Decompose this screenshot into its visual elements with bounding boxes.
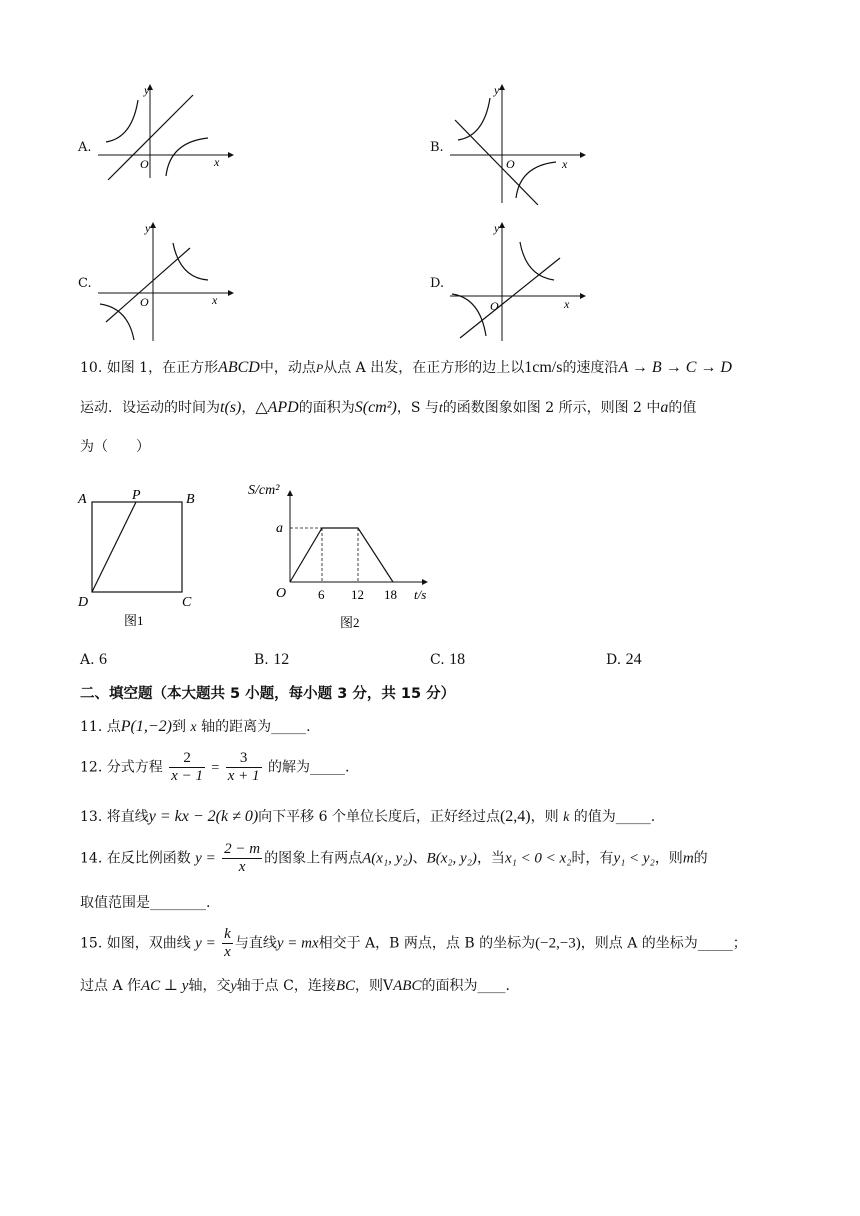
q10-line2: 运动．设运动的时间为t(s)，△APD的面积为S(cm²)，S 与t的函数图象如图 2 所示，则图 2 中a的值 [80,399,697,416]
question-number: 10. [80,360,103,376]
y-axis-label: y [494,83,500,97]
tick-12: 12 [351,587,364,602]
option-label: D. [430,276,445,291]
tick-18: 18 [384,587,397,602]
q9-option-c [78,218,238,343]
origin-label: O [490,299,499,313]
vertex-a: A [78,492,87,507]
section-2-title: 二、填空题（本大题共 5 小题，每小题 3 分，共 15 分） [80,686,456,702]
q10-line1: 10. 如图 1，在正方形ABCD中，动点P从点 A 出发，在正方形的边上以1cm/s的速度沿A → B → C → D [80,359,732,376]
tick-6: 6 [318,587,325,602]
figure-1-caption: 图1 [124,613,144,628]
origin-label: O [276,586,287,601]
graph-a [98,80,238,180]
y-axis-label: y [145,221,151,235]
point-p: P [132,488,141,503]
q10-line3: 为（ ） [80,439,150,455]
q10-figure-2 [240,474,440,640]
q9-option-d [430,218,590,343]
origin-label: O [140,295,149,309]
y-axis-label: y [494,221,500,235]
figure-2-caption: 图2 [340,615,360,630]
q12: 12. 分式方程 $\frac{2}{x - 1}$ = $\frac{3}{x + 1}$ 的解为_____. [80,750,350,784]
origin-label: O [506,157,515,171]
q15-line1: 15. 如图，双曲线 y = $\frac{k}{x}$ 与直线y = mx相交于 A，B 两点，点 B 的坐标为(−2,−3)，则点 A 的坐标为_____； [80,926,747,960]
q10-option-b: B. 12 [254,651,290,668]
q13: 13. 将直线y = kx − 2(k ≠ 0)向下平移 6 个单位长度后，正好经过点(2,4)，则 k 的值为_____. [80,808,656,825]
q10-figure-1 [74,485,204,635]
vertex-c: C [182,595,192,610]
option-label: C. [78,276,92,291]
x-axis-label: x [562,157,568,171]
q9-option-a [78,80,238,180]
a-label: a [276,521,283,536]
x-axis-label: x [564,297,570,311]
q10-option-d: D. 24 [606,651,642,668]
graph-d [450,218,590,343]
q15-line2: 过点 A 作AC ⊥ y轴，交y轴于点 C，连接BC，则VABC的面积为____. [80,978,510,994]
graph-b [450,80,590,205]
y-axis-label: S/cm² [248,483,280,498]
option-label: B. [430,140,444,155]
x-axis-label: x [214,155,220,169]
origin-label: O [140,157,149,171]
q14-line2: 取值范围是________. [80,895,211,911]
y-axis-label: y [144,83,150,97]
q14-line1: 14. 在反比例函数 y = $\frac{2 - m}{x}$ 的图象上有两点A(x₁, y₂)、B(x₂, y₂)，当x₁ < 0 < x₂时，有y₁ < y₂，则m的 [80,841,708,875]
vertex-d: D [78,595,89,610]
x-axis-label: t/s [414,587,427,602]
option-label: A. [78,140,92,155]
q10-option-a: A. 6 [80,651,108,668]
q10-option-c: C. 18 [430,651,466,668]
x-axis-label: x [212,293,218,307]
q11: 11. 点P(1,−2)到 x 轴的距离为_____. [80,718,311,735]
graph-c [98,218,238,343]
vertex-b: B [186,492,195,507]
q9-option-b [430,80,590,200]
